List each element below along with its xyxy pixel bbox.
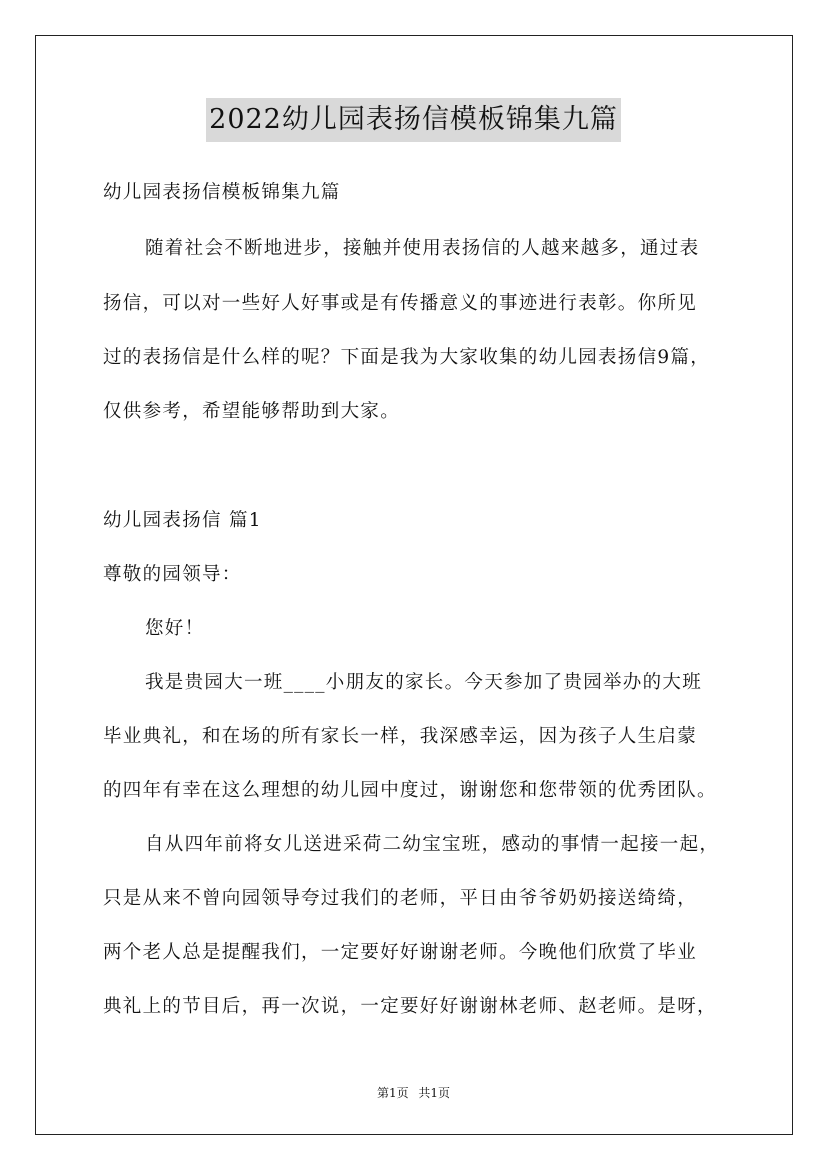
greeting: 您好！: [145, 618, 205, 639]
body-line: 毕业典礼，和在场的所有家长一样，我深感幸运，因为孩子人生启蒙: [103, 726, 698, 747]
page-footer: [0, 1085, 827, 1101]
body-line: 只是从来不曾向园领导夸过我们的老师，平日由爷爷奶奶接送绮绮，: [103, 888, 698, 909]
body-line: 我是贵园大一班____小朋友的家长。今天参加了贵园举办的大班: [145, 672, 703, 693]
body-line: 自从四年前将女儿送进采荷二幼宝宝班，感动的事情一起接一起，: [145, 834, 720, 855]
intro-line: 仅供参考，希望能够帮助到大家。: [103, 401, 401, 422]
page-number: 第1页: [376, 1086, 409, 1100]
document-title: 2022幼儿园表扬信模板锦集九篇: [206, 98, 621, 142]
salutation: 尊敬的园领导：: [103, 564, 242, 585]
body-line: 典礼上的节目后，再一次说，一定要好好谢谢林老师、赵老师。是呀，: [103, 996, 717, 1017]
document-subtitle: 幼儿园表扬信模板锦集九篇: [103, 182, 341, 203]
intro-line: 过的表扬信是什么样的呢？下面是我为大家收集的幼儿园表扬信9篇，: [103, 347, 711, 368]
body-line: 的四年有幸在这么理想的幼儿园中度过，谢谢您和您带领的优秀团队。: [103, 780, 717, 801]
page-total: 共1页: [418, 1086, 451, 1100]
section-heading: 幼儿园表扬信 篇1: [103, 510, 262, 531]
intro-line: 扬信，可以对一些好人好事或是有传播意义的事迹进行表彰。你所见: [103, 293, 698, 314]
body-line: 两个老人总是提醒我们，一定要好好谢谢老师。今晚他们欣赏了毕业: [103, 942, 698, 963]
title-container: [0, 98, 827, 142]
intro-line: 随着社会不断地进步，接触并使用表扬信的人越来越多，通过表: [145, 238, 700, 259]
